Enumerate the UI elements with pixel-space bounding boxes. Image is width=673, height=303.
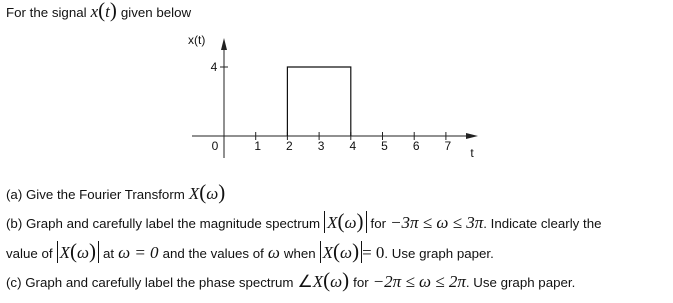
- x-tick-label: 0: [211, 139, 219, 153]
- y-axis-arrow: [221, 38, 227, 50]
- part-b2-at: at: [102, 246, 115, 261]
- part-b2-math2: X: [322, 243, 334, 262]
- intro-after: given below: [120, 5, 192, 20]
- part-a-arg: ω: [206, 184, 219, 203]
- part-c-math: X: [312, 272, 324, 291]
- x-tick-label: 7: [444, 139, 452, 153]
- part-a-label: (a) Give the Fourier Transform: [6, 187, 185, 202]
- signal-pulse: [287, 67, 350, 136]
- intro-arg: t: [105, 2, 110, 21]
- part-b-tail: . Indicate clearly the: [483, 216, 602, 231]
- part-b-label: (b) Graph and carefully label the magnitude spectrum: [6, 216, 321, 231]
- x-tick-label: 3: [317, 139, 325, 153]
- part-a-math: X: [188, 184, 200, 203]
- part-b2-mid: and the values of: [162, 246, 264, 261]
- part-c-arg: ω: [330, 272, 343, 291]
- part-b2-omega: ω: [267, 243, 280, 262]
- part-b-line1: [6, 211, 602, 233]
- x-tick-label: 6: [412, 139, 420, 153]
- x-tick-label: 1: [254, 139, 262, 153]
- intro-text: For the signal: [6, 5, 87, 20]
- part-c-range: −2π ≤ ω ≤ 2π: [372, 272, 466, 291]
- part-a: (a) Give the Fourier Transform X ( ω ): [6, 180, 226, 204]
- part-b2-eq: ω = 0: [118, 243, 159, 262]
- part-b-range: −3π ≤ ω ≤ 3π: [390, 213, 484, 232]
- part-b-line2: [6, 241, 494, 263]
- intro-line: For the signal x ( t ) given below: [6, 0, 192, 22]
- magnitude-expression-2: X(ω): [57, 241, 99, 263]
- x-tick-label: 5: [381, 139, 388, 153]
- x-axis-label: t: [470, 146, 474, 160]
- part-b2-math: X: [59, 243, 70, 262]
- part-b2-eq2: = 0: [362, 243, 385, 262]
- part-b2-arg: ω: [76, 243, 89, 262]
- x-axis-arrow: [466, 133, 478, 139]
- part-c-for: for: [353, 275, 369, 290]
- magnitude-expression: X(ω): [324, 211, 366, 233]
- x-tick-label: 2: [286, 139, 293, 153]
- part-b2-tail: . Use graph paper.: [384, 246, 494, 261]
- y-tick-label: 4: [210, 60, 218, 74]
- magnitude-expression-3: X(ω): [320, 241, 362, 263]
- part-c: (c) Graph and carefully label the phase spectrum ∠ X ( ω ) for −2π ≤ ω ≤ 2π . Use graph paper.: [6, 268, 576, 292]
- y-axis-label: x(t): [188, 33, 206, 47]
- part-b2-arg2: ω: [340, 243, 353, 262]
- x-tick-label: 4: [349, 139, 357, 153]
- intro-symbol: x: [90, 2, 99, 21]
- part-b-math: X: [327, 213, 338, 232]
- part-c-label: (c) Graph and carefully label the phase spectrum: [6, 275, 294, 290]
- part-b2-label: value of: [6, 246, 53, 261]
- part-b2-when: when: [283, 246, 316, 261]
- angle-symbol: ∠: [297, 272, 313, 291]
- part-c-tail: . Use graph paper.: [465, 275, 576, 290]
- part-b-arg: ω: [344, 213, 357, 232]
- part-b-for: for: [370, 216, 387, 231]
